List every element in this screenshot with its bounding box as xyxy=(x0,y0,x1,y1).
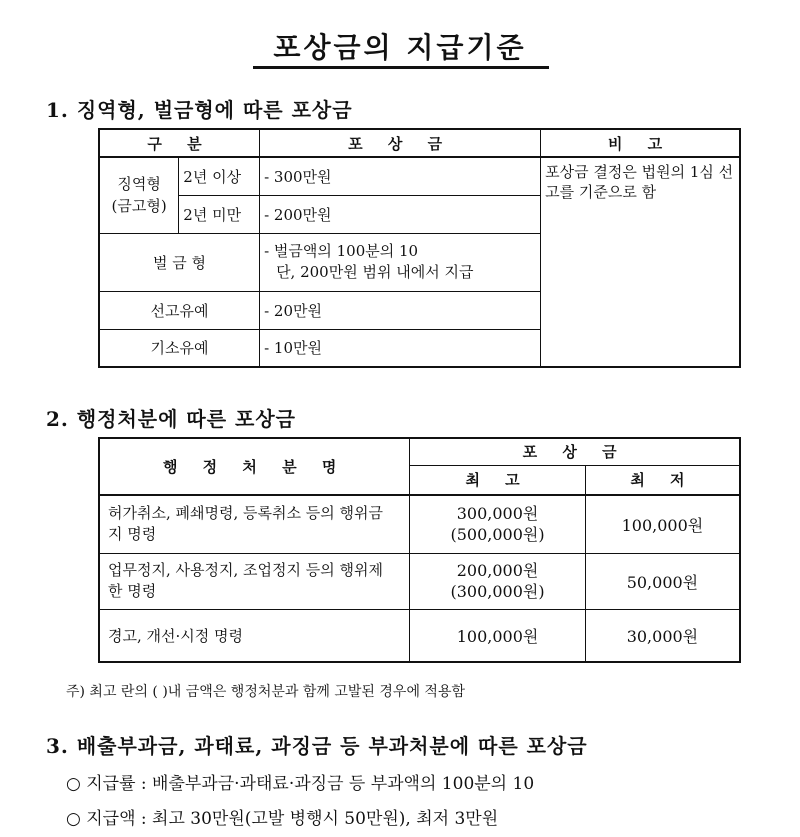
max-amount-line2: (500,000원) xyxy=(450,525,545,545)
table-row xyxy=(99,157,740,195)
table-row xyxy=(99,609,740,662)
footnote: 주) 최고 란의 ( )내 금액은 행정처분과 함께 고발된 경우에 적용함 xyxy=(66,684,465,700)
criminal-penalty-table xyxy=(98,128,741,368)
group-label xyxy=(99,157,179,233)
section2-heading: 2. 행정처분에 따른 포상금 xyxy=(46,407,296,431)
suspended-indictment-amount: - 10만원 xyxy=(260,329,541,367)
header-reward: 포 상 금 xyxy=(260,129,541,157)
bullet-payment-amount: ○ 지급액 : 최고 30만원(고발 병행시 50만원), 최저 3만원 xyxy=(66,809,499,829)
reward-amount: - 300만원 xyxy=(260,157,541,195)
fine-amount-line1: - 벌금액의 100분의 10 xyxy=(264,242,419,260)
table-row xyxy=(99,553,740,609)
min-amount: 50,000원 xyxy=(585,553,740,609)
group-label-line2: (금고형) xyxy=(111,197,167,216)
fine-amount-line2: 단, 200만원 범위 내에서 지급 xyxy=(276,263,474,281)
remark-cell: 포상금 결정은 법원의 1심 선고를 기준으로 함 xyxy=(541,157,740,367)
section1-heading: 1. 징역형, 벌금형에 따른 포상금 xyxy=(46,98,353,122)
fine-label: 벌 금 형 xyxy=(99,233,260,291)
min-amount: 30,000원 xyxy=(585,609,740,662)
table-row xyxy=(99,495,740,553)
action-name: 허가취소, 폐쇄명령, 등록취소 등의 행위금지 명령 xyxy=(99,495,410,553)
administrative-action-table xyxy=(98,437,741,663)
max-amount-line1: 200,000원 xyxy=(456,561,539,580)
max-amount xyxy=(410,553,586,609)
header-max: 최 고 xyxy=(410,465,586,495)
fine-amount xyxy=(260,233,541,291)
sub-category: 2년 이상 xyxy=(179,157,260,195)
max-amount: 100,000원 xyxy=(410,609,586,662)
max-amount-line1: 300,000원 xyxy=(456,504,539,524)
header-remark: 비 고 xyxy=(541,129,740,157)
section3-heading: 3. 배출부과금, 과태료, 과징금 등 부과처분에 따른 포상금 xyxy=(46,734,588,758)
header-category: 구 분 xyxy=(99,129,260,157)
action-name: 경고, 개선·시정 명령 xyxy=(99,609,410,662)
sub-category: 2년 미만 xyxy=(179,195,260,233)
page-title: 포상금의 지급기준 xyxy=(273,31,527,64)
bullet-payment-rate: ○ 지급률 : 배출부과금·과태료·과징금 등 부과액의 100분의 10 xyxy=(66,774,535,794)
header-action-name: 행 정 처 분 명 xyxy=(99,438,410,495)
group-label-line1: 징역형 xyxy=(117,175,161,194)
title-underline xyxy=(253,66,549,69)
header-min: 최 저 xyxy=(585,465,740,495)
suspended-sentence-amount: - 20만원 xyxy=(260,291,541,329)
suspended-sentence-label: 선고유예 xyxy=(99,291,260,329)
table-header-row xyxy=(99,129,740,157)
header-reward: 포 상 금 xyxy=(410,438,740,465)
table-header-row xyxy=(99,438,740,465)
suspended-indictment-label: 기소유예 xyxy=(99,329,260,367)
action-name: 업무정지, 사용정지, 조업정지 등의 행위제한 명령 xyxy=(99,553,410,609)
min-amount: 100,000원 xyxy=(585,495,740,553)
max-amount xyxy=(410,495,586,553)
max-amount-line2: (300,000원) xyxy=(450,582,545,601)
reward-amount: - 200만원 xyxy=(260,195,541,233)
